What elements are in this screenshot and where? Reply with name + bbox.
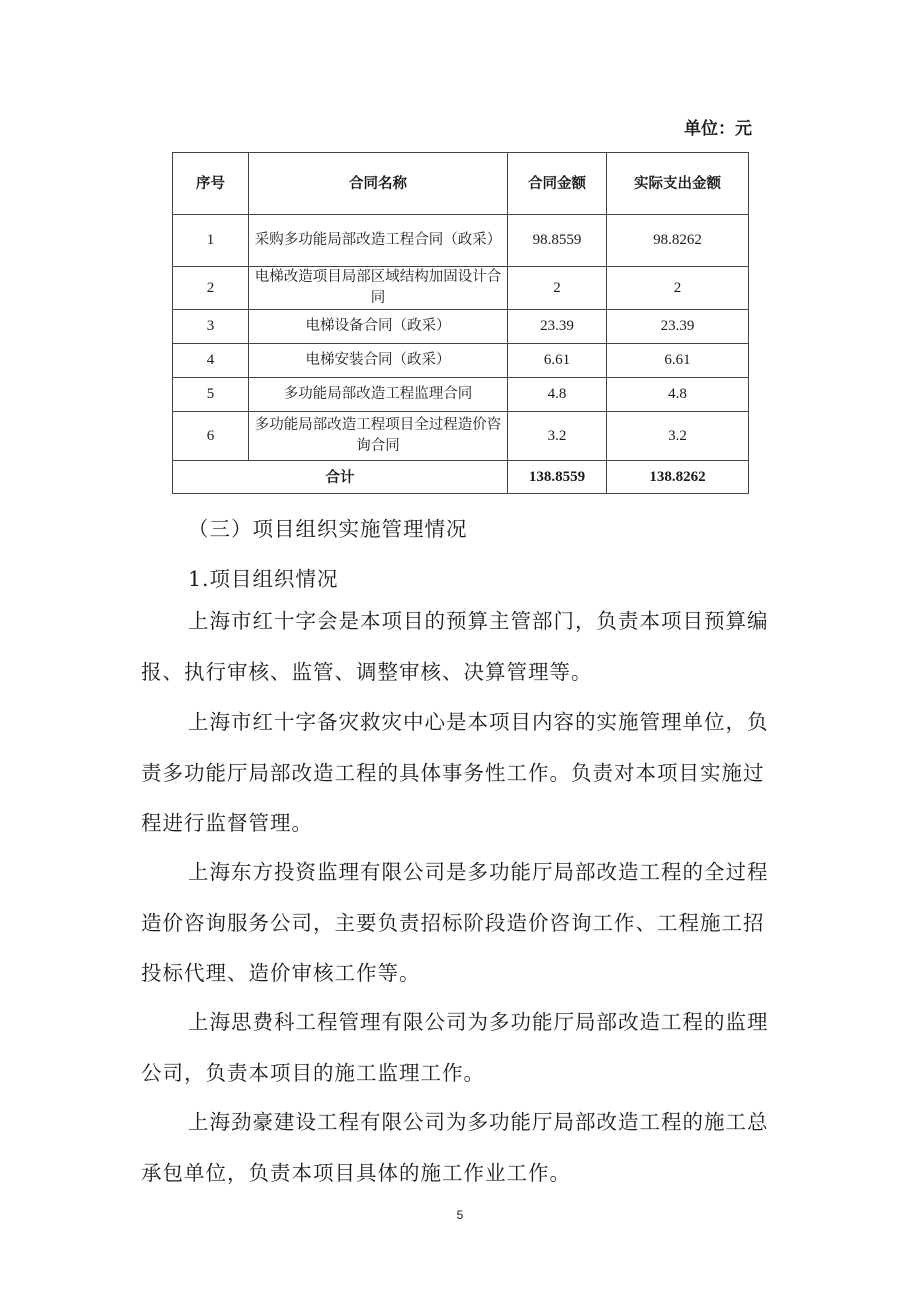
row-contract-name-text: 采购多功能局部改造工程合同（政采） — [254, 232, 502, 248]
paragraph: 上海东方投资监理有限公司是多功能厅局部改造工程的全过程造价咨询服务公司，主要负责招标阶段造价咨询工作、工程施工招投标代理、造价审核工作等。 — [141, 860, 769, 985]
unit-label: 单位：元 — [684, 119, 752, 139]
paragraph: 上海思费科工程管理有限公司为多功能厅局部改造工程的监理公司，负责本项目的施工监理工作。 — [141, 1010, 769, 1085]
row-contract-amount: 4.8 — [508, 378, 607, 412]
section-heading: （三）项目组织实施管理情况 — [188, 517, 468, 541]
row-contract-name: 多功能局部改造工程监理合同 — [249, 378, 508, 412]
paragraph: 上海劲豪建设工程有限公司为多功能厅局部改造工程的施工总承包单位，负责本项目具体的施工作业工作。 — [141, 1110, 769, 1185]
header-contract-amount: 合同金额 — [508, 153, 607, 215]
page-number: 5 — [456, 1208, 464, 1222]
row-contract-name: 电梯安装合同（政采） — [249, 344, 508, 378]
row-seq: 2 — [173, 267, 249, 310]
row-actual-expense: 98.8262 — [607, 215, 749, 267]
total-actual-expense: 138.8262 — [607, 461, 749, 494]
row-contract-name — [249, 215, 508, 267]
row-actual-expense: 23.39 — [607, 310, 749, 344]
row-contract-name-text: 多功能局部改造工程项目全过程造价咨询合同 — [254, 417, 502, 454]
table-total-row — [173, 461, 749, 494]
row-seq: 3 — [173, 310, 249, 344]
row-actual-expense: 2 — [607, 267, 749, 310]
row-contract-amount: 6.61 — [508, 344, 607, 378]
header-seq: 序号 — [173, 153, 249, 215]
row-contract-amount: 3.2 — [508, 412, 607, 461]
paragraph: 上海市红十字备灾救灾中心是本项目内容的实施管理单位，负责多功能厅局部改造工程的具体事务性工作。负责对本项目实施过程进行监督管理。 — [141, 710, 769, 835]
row-actual-expense: 3.2 — [607, 412, 749, 461]
header-actual-expense: 实际支出金额 — [607, 153, 749, 215]
row-contract-amount: 98.8559 — [508, 215, 607, 267]
table-header-row — [173, 153, 749, 215]
row-contract-amount: 2 — [508, 267, 607, 310]
table-row — [173, 215, 749, 267]
total-label: 合计 — [173, 461, 508, 494]
row-seq: 1 — [173, 215, 249, 267]
table-row — [173, 344, 749, 378]
row-seq: 6 — [173, 412, 249, 461]
table-row — [173, 310, 749, 344]
row-contract-name-text: 电梯改造项目局部区域结构加固设计合同 — [254, 269, 502, 306]
row-contract-name: 电梯设备合同（政采） — [249, 310, 508, 344]
table-row — [173, 378, 749, 412]
row-actual-expense: 6.61 — [607, 344, 749, 378]
row-actual-expense: 4.8 — [607, 378, 749, 412]
contract-table — [172, 152, 749, 494]
row-contract-name — [249, 412, 508, 461]
row-contract-name — [249, 267, 508, 310]
table-row — [173, 267, 749, 310]
row-contract-amount: 23.39 — [508, 310, 607, 344]
row-seq: 4 — [173, 344, 249, 378]
table-row — [173, 412, 749, 461]
total-contract-amount: 138.8559 — [508, 461, 607, 494]
header-contract-name: 合同名称 — [249, 153, 508, 215]
row-seq: 5 — [173, 378, 249, 412]
subsection-heading: 1.项目组织情况 — [188, 567, 339, 591]
paragraph: 上海市红十字会是本项目的预算主管部门，负责本项目预算编报、执行审核、监管、调整审核、决算管理等。 — [141, 609, 769, 684]
